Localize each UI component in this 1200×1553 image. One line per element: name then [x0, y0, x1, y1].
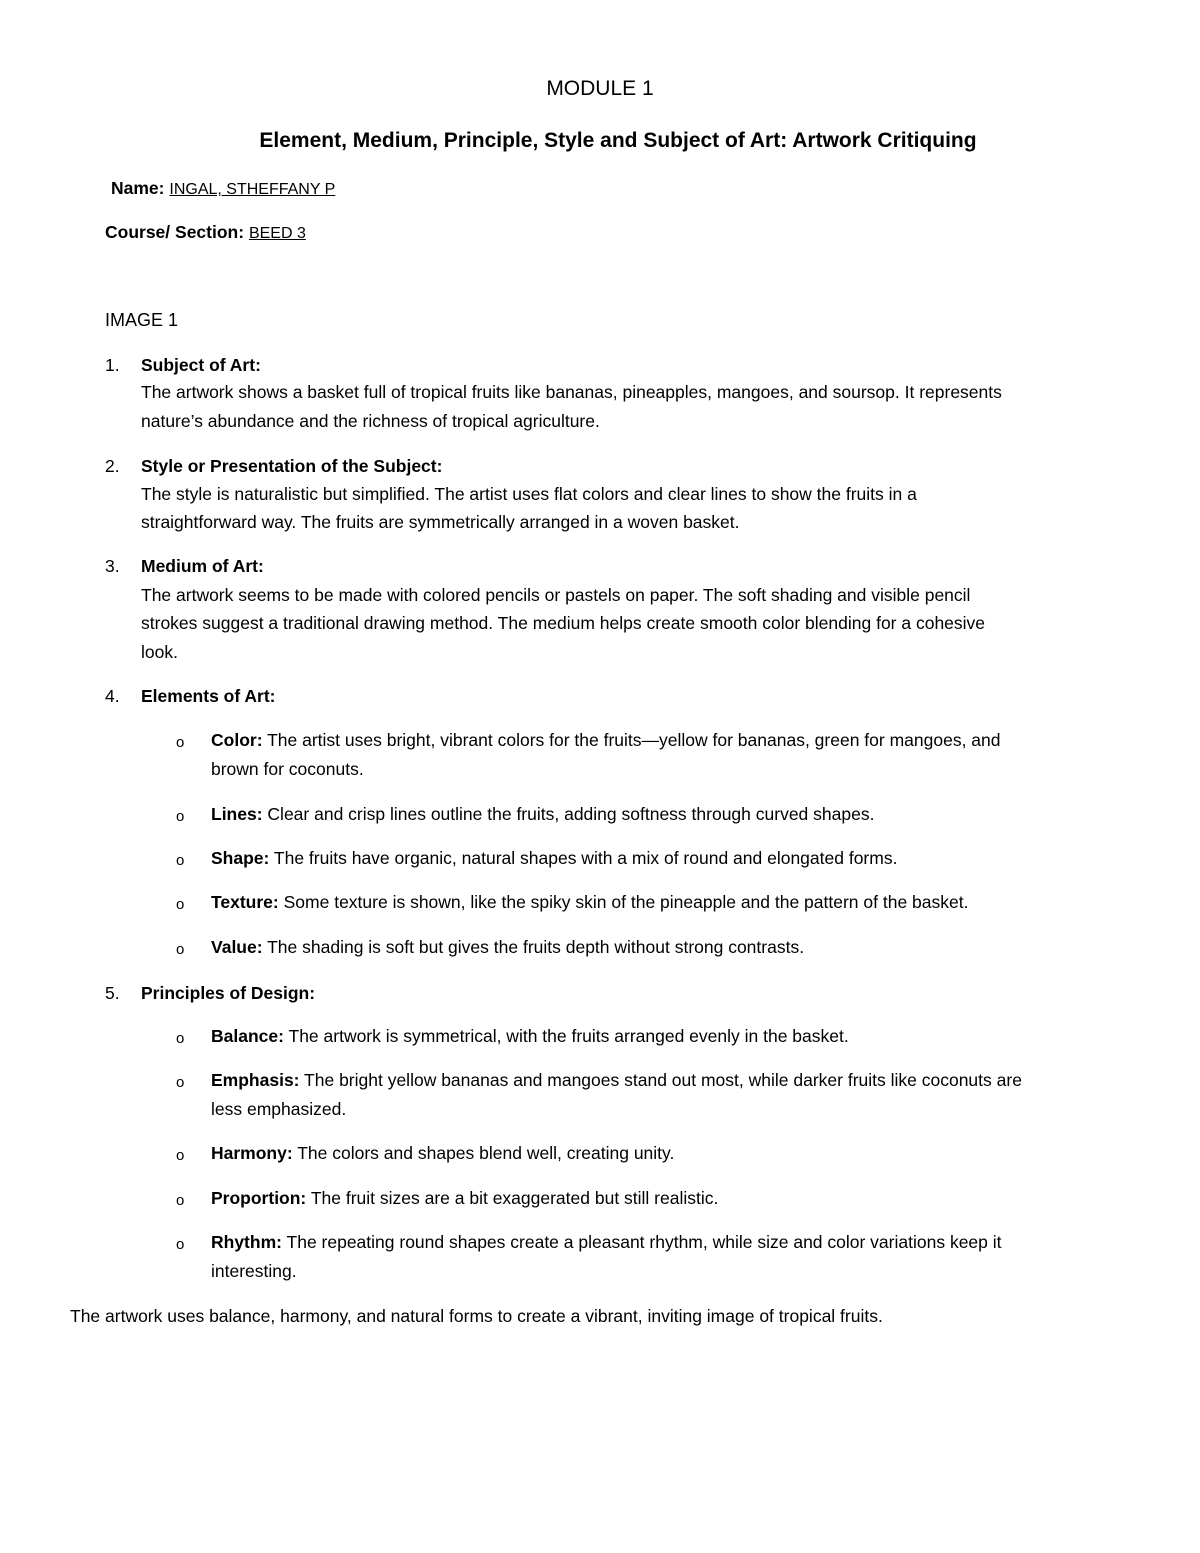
bullet-text: Clear and crisp lines outline the fruits, adding softness through curved shapes. [267, 804, 875, 824]
bullet-item [211, 800, 874, 829]
conclusion-paragraph: The artwork uses balance, harmony, and natural forms to create a vibrant, inviting image of tropical fruits. [70, 1306, 883, 1326]
bullet-label: Emphasis: [211, 1070, 300, 1090]
section-body-line: straightforward way. The fruits are symmetrically arranged in a woven basket. [141, 512, 740, 532]
bullet-item [211, 1228, 1002, 1257]
section-heading: Style or Presentation of the Subject: [141, 456, 443, 476]
section-heading: Principles of Design: [141, 983, 316, 1003]
bullet-text: The fruit sizes are a bit exaggerated but still realistic. [310, 1188, 719, 1208]
course-label: Course/ Section: [105, 222, 245, 242]
bullet-label: Texture: [211, 892, 279, 912]
section-number: 1. [105, 355, 120, 375]
section-heading: Subject of Art: [141, 355, 261, 375]
section-body-line: The artwork shows a basket full of tropical fruits like bananas, pineapples, mangoes, and soursop. It represents [141, 382, 1002, 402]
bullet-text: The colors and shapes blend well, creating unity. [297, 1143, 675, 1163]
bullet-text-cont: less emphasized. [211, 1099, 347, 1119]
name-row [111, 178, 335, 199]
bullet-item [211, 1184, 718, 1213]
section-body-line: The artwork seems to be made with colored pencils or pastels on paper. The soft shading and visible pencil [141, 585, 971, 605]
image-heading: IMAGE 1 [105, 310, 179, 330]
bullet-marker: o [176, 1147, 185, 1164]
bullet-marker: o [176, 941, 185, 958]
name-label: Name: [111, 178, 165, 198]
section-heading: Elements of Art: [141, 686, 276, 706]
module-title: MODULE 1 [546, 77, 654, 100]
section-number: 3. [105, 556, 120, 576]
section-body-line: nature’s abundance and the richness of tropical agriculture. [141, 411, 600, 431]
course-value: BEED 3 [248, 225, 306, 242]
bullet-item [211, 888, 968, 917]
bullet-marker: o [176, 1074, 185, 1091]
section-number: 5. [105, 983, 120, 1003]
bullet-label: Color: [211, 730, 263, 750]
bullet-text: The repeating round shapes create a pleasant rhythm, while size and color variations keep it [286, 1232, 1002, 1252]
bullet-label: Value: [211, 937, 263, 957]
section-body-line: look. [141, 642, 178, 662]
section-body-line: strokes suggest a traditional drawing method. The medium helps create smooth color blending for a cohesive [141, 613, 986, 633]
bullet-text: The artwork is symmetrical, with the fruits arranged evenly in the basket. [288, 1026, 849, 1046]
bullet-marker: o [176, 734, 185, 751]
bullet-marker: o [176, 1192, 185, 1209]
bullet-label: Harmony: [211, 1143, 293, 1163]
bullet-marker: o [176, 1030, 185, 1047]
bullet-marker: o [176, 896, 185, 913]
section-heading: Medium of Art: [141, 556, 264, 576]
bullet-label: Rhythm: [211, 1232, 282, 1252]
bullet-text: The bright yellow bananas and mangoes stand out most, while darker fruits like coconuts are [304, 1070, 1022, 1090]
bullet-marker: o [176, 1236, 185, 1253]
bullet-text: The fruits have organic, natural shapes with a mix of round and elongated forms. [273, 848, 898, 868]
section-body-line: The style is naturalistic but simplified. The artist uses flat colors and clear lines to show the fruits in a [141, 484, 917, 504]
bullet-marker: o [176, 808, 185, 825]
course-row [105, 222, 306, 243]
bullet-item [211, 1022, 849, 1051]
bullet-label: Proportion: [211, 1188, 307, 1208]
bullet-item [211, 1139, 674, 1168]
bullet-marker: o [176, 852, 185, 869]
bullet-item [211, 726, 1001, 755]
bullet-text-cont: interesting. [211, 1261, 297, 1281]
bullet-text: The shading is soft but gives the fruits depth without strong contrasts. [267, 937, 805, 957]
document-title: Element, Medium, Principle, Style and Subject of Art: Artwork Critiquing [259, 129, 977, 152]
section-number: 2. [105, 456, 120, 476]
section-number: 4. [105, 686, 120, 706]
bullet-item [211, 1066, 1022, 1095]
name-value: INGAL, STHEFFANY P [169, 181, 336, 198]
bullet-item [211, 933, 804, 962]
bullet-text: The artist uses bright, vibrant colors for the fruits—yellow for bananas, green for mangoes, and [267, 730, 1001, 750]
bullet-item [211, 844, 897, 873]
bullet-label: Balance: [211, 1026, 284, 1046]
bullet-label: Lines: [211, 804, 263, 824]
bullet-text-cont: brown for coconuts. [211, 759, 364, 779]
bullet-text: Some texture is shown, like the spiky skin of the pineapple and the pattern of the basket. [283, 892, 969, 912]
bullet-label: Shape: [211, 848, 270, 868]
